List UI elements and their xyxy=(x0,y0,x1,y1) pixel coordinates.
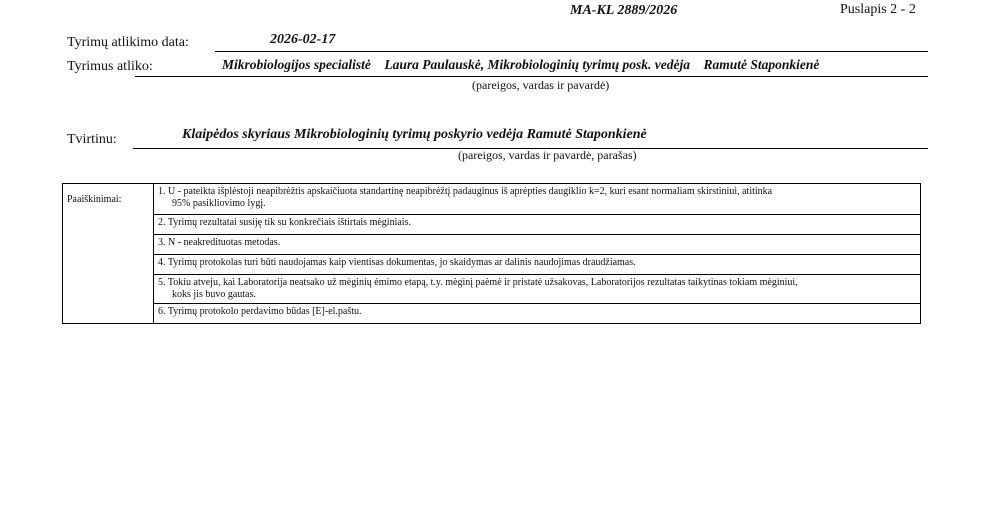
note-text: 2. Tyrimų rezultatai susiję tik su konkrečiais ištirtais mėginiais. xyxy=(154,215,921,235)
note-text: 4. Tyrimų protokolas turi būti naudojamas kaip vientisas dokumentas, jo skaidymas ar dalinis naudojimas draudžiamas. xyxy=(154,255,921,275)
approved-label: Tvirtinu: xyxy=(67,132,117,147)
note-row xyxy=(63,275,921,304)
date-underline xyxy=(215,51,928,52)
date-label: Tyrimų atlikimo data: xyxy=(67,35,189,50)
note-text: 5. Tokiu atveju, kai Laboratorija neatsako už mėginių ėmimo etapą, t.y. mėginį paėmė ir pristatė užsakovas, Laboratorijos rezultatas taikytinas tokiam mėginiui, xyxy=(158,277,798,288)
note-row xyxy=(63,184,921,215)
approved-caption: (pareigos, vardas ir pavardė, parašas) xyxy=(458,148,637,162)
performed-caption: (pareigos, vardas ir pavardė) xyxy=(472,78,610,92)
note-text: 3. N - neakredituotas metodas. xyxy=(154,235,921,255)
note-text: 6. Tyrimų protokolo perdavimo būdas [E]-el.paštu. xyxy=(154,304,921,324)
note-row xyxy=(63,255,921,275)
performed-underline xyxy=(135,76,928,77)
performed-label: Tyrimus atliko: xyxy=(67,59,153,74)
note-text-cont: koks jis buvo gautas. xyxy=(172,289,256,300)
approved-value: Klaipėdos skyriaus Mikrobiologinių tyrimų poskyrio vedėja Ramutė Staponkienė xyxy=(182,127,647,142)
note-text: 1. U - pateikta išplėstoji neapibrėžtis apskaičiuota standartinę neapibrėžtį padauginus iš aprėpties daugiklio k=2, kuri esant normaliam skirstiniui, atitinka xyxy=(158,186,773,197)
date-value: 2026-02-17 xyxy=(270,32,336,47)
performed-value: Mikrobiologijos specialistė Laura Paulauskė, Mikrobiologinių tyrimų posk. vedėja Ramutė Staponkienė xyxy=(222,57,820,72)
document-number: MA-KL 2889/2026 xyxy=(570,3,678,18)
note-row xyxy=(63,235,921,255)
page-number: Puslapis 2 - 2 xyxy=(840,2,916,17)
notes-label: Paaiškinimai: xyxy=(63,184,154,324)
note-text-cont: 95% pasikliovimo lygį. xyxy=(172,198,266,209)
note-row xyxy=(63,304,921,324)
note-row xyxy=(63,215,921,235)
notes-table xyxy=(62,183,921,324)
